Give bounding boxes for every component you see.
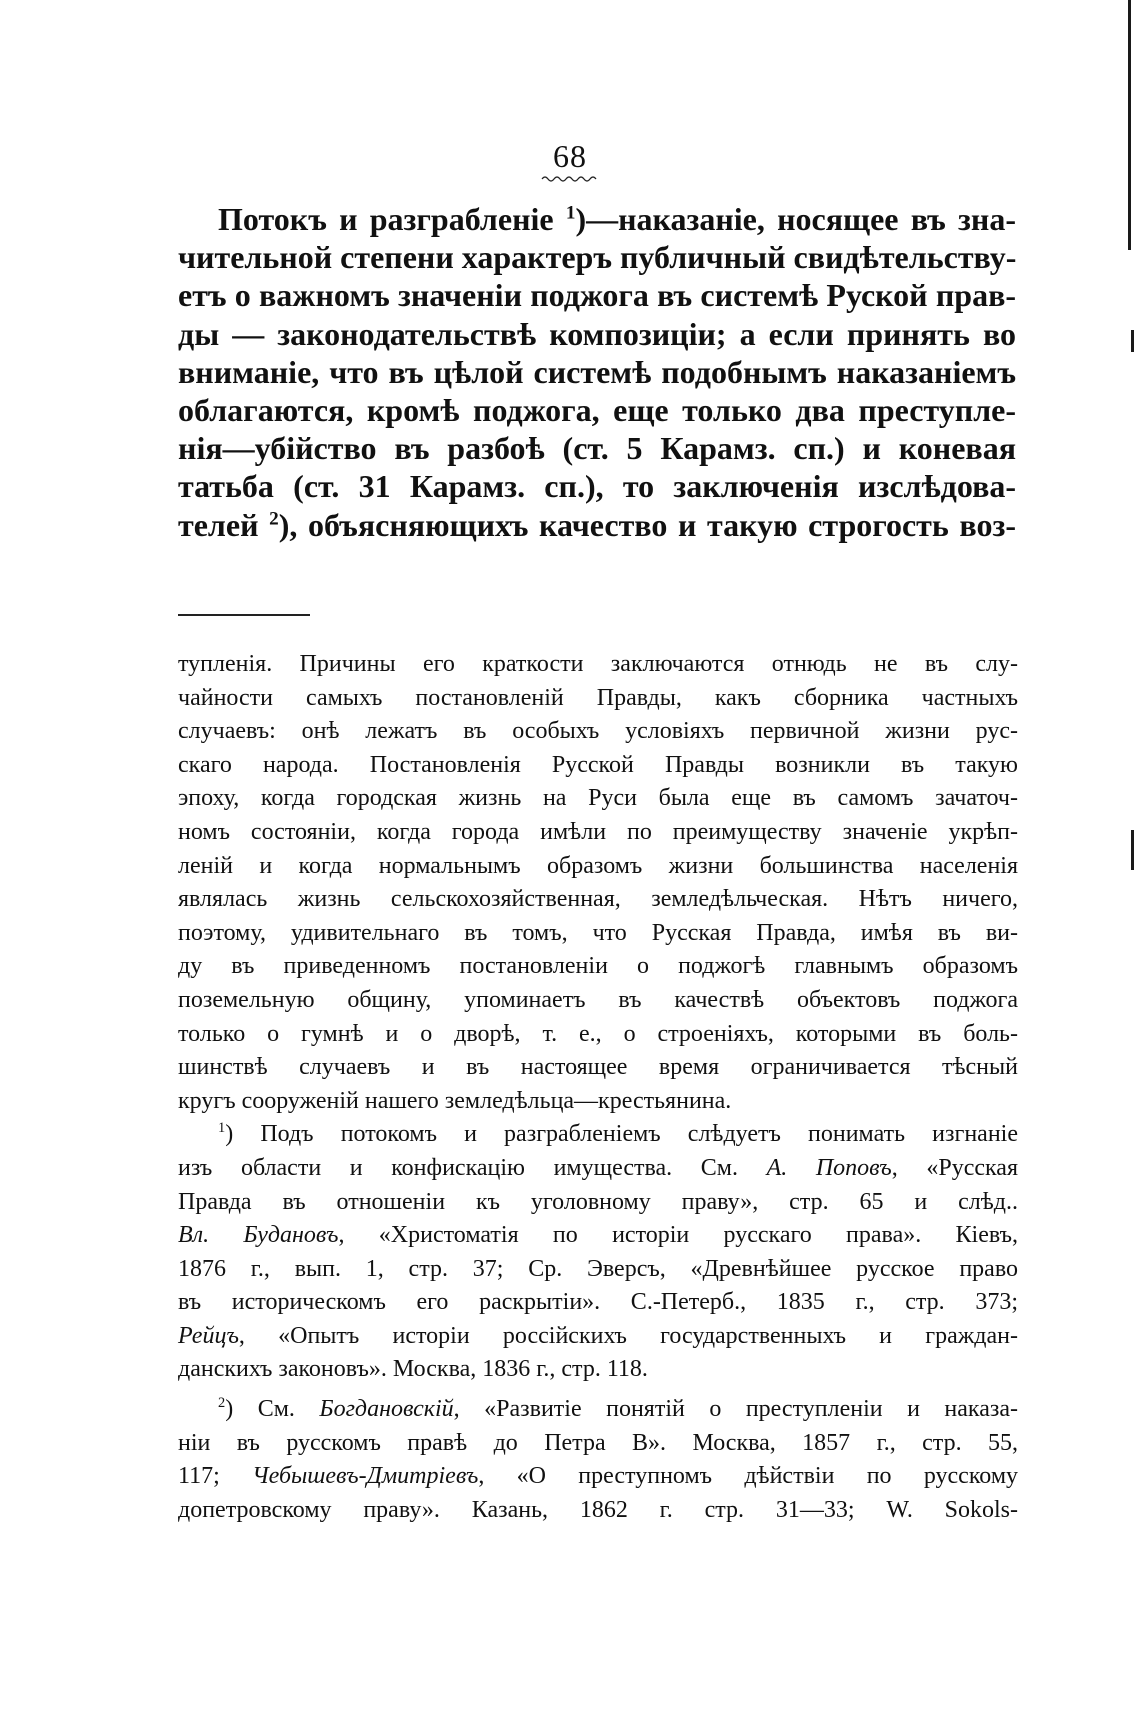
footnote-line: допетровскому праву». Казань, 1862 г. стр. 31—33; W. Sokols- xyxy=(178,1496,1018,1523)
footnote-ref-1[interactable]: 1 xyxy=(565,202,576,224)
main-line: татьба (ст. 31 Карамз. сп.), то заключенія изслѣдова- xyxy=(178,468,1016,505)
footnote-line: поэтому, удивительнаго въ томъ, что Русская Правда, имѣя въ ви- xyxy=(178,919,1018,946)
author-name: А. Поповъ xyxy=(766,1154,892,1181)
footnote-line: скаго народа. Постановленія Русской Правды возникли въ такую xyxy=(178,751,1018,778)
footnote-line: тупленія. Причины его краткости заключаются отнюдь не въ слу- xyxy=(178,651,1018,677)
main-line: вниманіе, что въ цѣлой системѣ подобнымъ наказаніемъ xyxy=(178,353,1016,390)
footnote-line: ніи въ русскомъ правѣ до Петра В». Москва, 1857 г., стр. 55, xyxy=(178,1429,1018,1456)
footnote-marker-2: 2 xyxy=(218,1395,226,1412)
footnote-ref-2[interactable]: 2 xyxy=(269,507,279,529)
author-name: Чебышевъ-Дмитріевъ xyxy=(252,1463,479,1490)
main-line: телей $^2$), объясняющихъ качество и такую строгость воз- xyxy=(178,506,1017,543)
main-line: облагаются, кромѣ поджога, еще только два преступле- xyxy=(178,392,1016,429)
footnote-line: леній и когда нормальнымъ образомъ жизни большинства населенія xyxy=(178,852,1018,879)
footnote-line: $^1$) Подъ потокомъ и разграбленіемъ слѣдуетъ понимать изгнаніе xyxy=(218,1120,1018,1148)
main-line: етъ о важномъ значеніи поджога въ системѣ Руской прав- xyxy=(178,277,1016,314)
scan-edge-line xyxy=(1128,0,1131,250)
scan-edge-mark xyxy=(1131,330,1134,352)
main-paragraph xyxy=(178,200,1016,544)
footnote-line: данскихъ законовъ». Москва, 1836 г., стр. 118. xyxy=(178,1356,648,1383)
author-name: Вл. Будановъ xyxy=(178,1222,339,1249)
footnote-continuation xyxy=(178,648,1018,1118)
footnote-line: чайности самыхъ постановленій Правды, какъ сборника частныхъ xyxy=(178,684,1018,711)
footnote-line: эпоху, когда городская жизнь на Руси была еще въ самомъ зачаточ- xyxy=(178,785,1018,812)
footnotes-section xyxy=(178,648,1018,1527)
main-line: ды — законодательствѣ композиціи; а если принять во xyxy=(178,315,1016,352)
footnote-1 xyxy=(178,1118,1018,1387)
author-name: Рейцъ xyxy=(178,1322,239,1349)
footnote-line: въ историческомъ его раскрытіи». С.-Петерб., 1835 г., стр. 373; xyxy=(178,1289,1018,1316)
footnote-line: поземельную общину, упоминаетъ въ качествѣ объектовъ поджога xyxy=(178,986,1018,1013)
footnote-line: Вл. Будановъ, «Христоматія по исторіи русскаго права». Кіевъ, xyxy=(178,1222,1018,1249)
footnote-line: ду въ приведенномъ постановленіи о поджогѣ главнымъ образомъ xyxy=(178,953,1018,980)
footnote-2 xyxy=(178,1393,1018,1527)
footnote-line: Рейцъ, «Опытъ исторіи россійскихъ государственныхъ и граждан- xyxy=(178,1322,1018,1349)
page-number-ornament xyxy=(540,175,600,183)
footnote-line: кругъ сооруженій нашего земледѣльца—крестьянина. xyxy=(178,1087,732,1114)
footnote-line: 117; Чебышевъ-Дмитріевъ, «О преступномъ дѣйствіи по русскому xyxy=(178,1463,1019,1490)
page-header xyxy=(0,138,1140,183)
footnote-line: шинствѣ случаевъ и въ настоящее время ограничивается тѣсный xyxy=(178,1054,1018,1081)
footnote-line: 1876 г., вып. 1, стр. 37; Ср. Эверсъ, «Древнѣйшее русское право xyxy=(178,1255,1018,1282)
main-line: чительной степени характеръ публичный свидѣтельству- xyxy=(178,239,1017,276)
footnote-separator xyxy=(178,614,310,616)
footnote-line: изъ области и конфискацію имущества. См. А. Поповъ, «Русская xyxy=(178,1154,1018,1181)
page-number: 68 xyxy=(553,138,587,174)
main-line: Потокъ и разграбленіе $^1$)—наказаніе, носящее въ зна- xyxy=(218,201,1017,237)
footnote-line: $^2$) См. Богдановскій, «Развитіе понятій о преступленіи и наказа- xyxy=(218,1395,1018,1423)
footnote-line: номъ состояніи, когда города имѣли по преимуществу значеніе укрѣп- xyxy=(178,818,1018,845)
scan-edge-mark xyxy=(1131,830,1134,870)
footnote-marker-1: 1 xyxy=(218,1120,226,1137)
footnote-line: только о гумнѣ и о дворѣ, т. е., о строеніяхъ, которыми въ боль- xyxy=(178,1020,1018,1047)
footnote-line: случаевъ: онѣ лежатъ въ особыхъ условіяхъ первичной жизни рус- xyxy=(178,718,1018,745)
footnote-line: Правда въ отношеніи къ уголовному праву», стр. 65 и слѣд.. xyxy=(178,1188,1018,1215)
main-line: нія—убійство въ разбоѣ (ст. 5 Карамз. сп.) и коневая xyxy=(178,430,1016,467)
footnote-line: являлась жизнь сельскохозяйственная, земледѣльческая. Нѣтъ ничего, xyxy=(178,886,1018,913)
author-name: Богдановскій xyxy=(319,1396,454,1423)
